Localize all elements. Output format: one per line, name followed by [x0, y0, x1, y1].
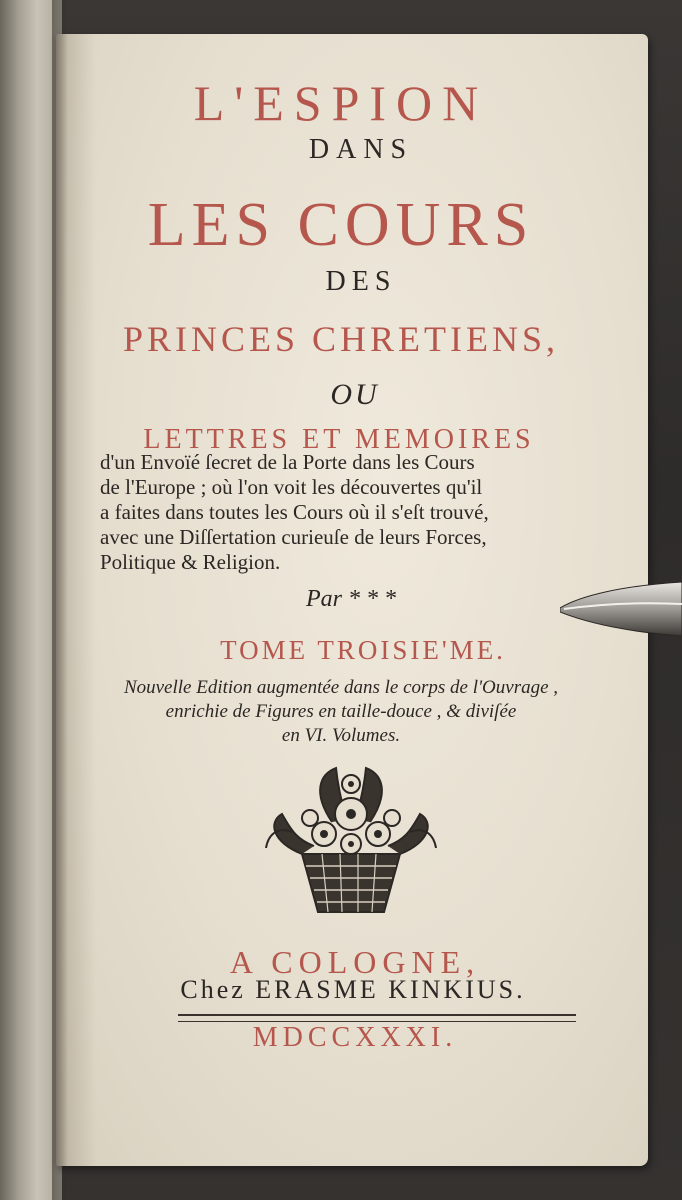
title-lettres: LETTRES ET MEMOIRES	[143, 424, 535, 455]
title-ou: OU	[330, 378, 380, 411]
title-espion: L'ESPION	[193, 75, 489, 131]
imprint-date: MDCCXXXI.	[252, 1022, 458, 1053]
edition-line: Nouvelle Edition augmentée dans le corps de l'Ouvrage ,	[123, 677, 559, 698]
title-princes: PRINCES CHRETIENS,	[122, 319, 560, 359]
volume-line: TOME TROISIE'ME.	[220, 635, 506, 665]
decorative-rule	[178, 1014, 576, 1022]
edition-line: en VI. Volumes.	[281, 725, 401, 746]
title-dans: DANS	[308, 134, 414, 165]
page-pointer-icon	[560, 578, 682, 642]
title-des: DES	[325, 266, 397, 297]
description-block	[100, 450, 600, 575]
imprint-publisher: Chez ERASME KINKIUS.	[180, 975, 526, 1004]
title-les-cours: LES COURS	[147, 191, 535, 259]
description-line: avec une Diſſertation curieuſe de leurs Forces,	[100, 525, 487, 549]
description-line: Politique & Religion.	[100, 550, 281, 574]
edition-line: enrichie de Figures en taille-douce , & diviſée	[165, 701, 517, 722]
edition-note	[0, 676, 682, 748]
description-line: a faites dans toutes les Cours où il s'eſt trouvé,	[100, 500, 489, 524]
imprint-place: A COLOGNE,	[229, 944, 481, 980]
flower-basket-ornament-icon	[262, 762, 440, 922]
author-line: Par * * *	[306, 586, 396, 612]
description-line: d'un Envoïé ſecret de la Porte dans les Cours	[100, 450, 475, 474]
description-line: de l'Europe ; où l'on voit les découvertes qu'il	[100, 475, 483, 499]
